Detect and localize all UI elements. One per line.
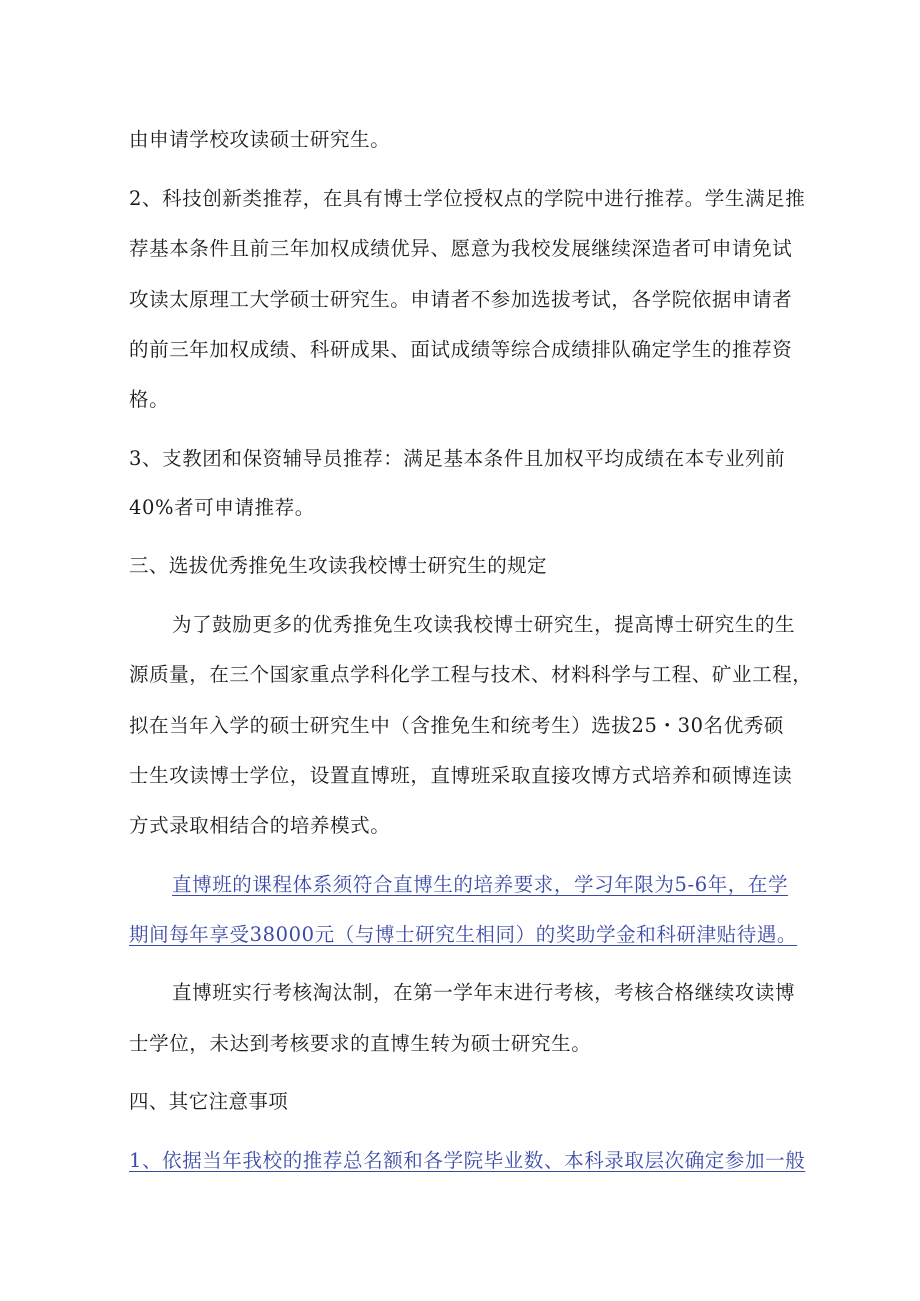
paragraph-line: 士学位，未达到考核要求的直博生转为硕士研究生。 (129, 1032, 592, 1055)
paragraph-line: 攻读太原理工大学硕士研究生。申请者不参加选拔考试，各学院依据申请者 (129, 288, 793, 311)
paragraph-line: 格。 (129, 388, 170, 411)
paragraph-line: 荐基本条件且前三年加权成绩优异、愿意为我校发展继续深造者可申请免试 (129, 237, 793, 260)
paragraph-line: 40%者可申请推荐。 (129, 496, 315, 519)
paragraph-line: 方式录取相结合的培养模式。 (129, 814, 391, 837)
paragraph-line: 3、支教团和保资辅导员推荐：满足基本条件且加权平均成绩在本专业列前 (129, 447, 786, 470)
paragraph-line: 直博班实行考核淘汰制，在第一学年末进行考核，考核合格继续攻读博 (172, 981, 796, 1004)
linked-paragraph-line[interactable]: 期间每年享受38000元（与博士研究生相同）的奖助学金和科研津贴待遇。 (129, 923, 798, 946)
paragraph-line: 源质量，在三个国家重点学科化学工程与技术、材料科学与工程、矿业工程， (129, 663, 813, 686)
paragraph-line: 为了鼓励更多的优秀推免生攻读我校博士研究生，提高博士研究生的生 (172, 613, 796, 636)
section-heading: 三、选拔优秀推免生攻读我校博士研究生的规定 (129, 554, 547, 577)
linked-paragraph-line[interactable]: 1、依据当年我校的推荐总名额和各学院毕业数、本科录取层次确定参加一般 (129, 1149, 806, 1172)
paragraph-line: 士生攻读博士学位，设置直博班，直博班采取直接攻博方式培养和硕博连读 (129, 764, 793, 787)
linked-paragraph-line[interactable]: 直博班的课程体系须符合直博生的培养要求，学习年限为5-6年，在学 (172, 873, 789, 896)
paragraph-line: 2、科技创新类推荐，在具有博士学位授权点的学院中进行推荐。学生满足推 (129, 187, 806, 210)
paragraph-line: 拟在当年入学的硕士研究生中（含推免生和统考生）选拔25・30名优秀硕 (129, 714, 785, 737)
paragraph-line: 由申请学校攻读硕士研究生。 (129, 128, 391, 151)
paragraph-line: 的前三年加权成绩、科研成果、面试成绩等综合成绩排队确定学生的推荐资 (129, 338, 793, 361)
section-heading: 四、其它注意事项 (129, 1090, 289, 1113)
